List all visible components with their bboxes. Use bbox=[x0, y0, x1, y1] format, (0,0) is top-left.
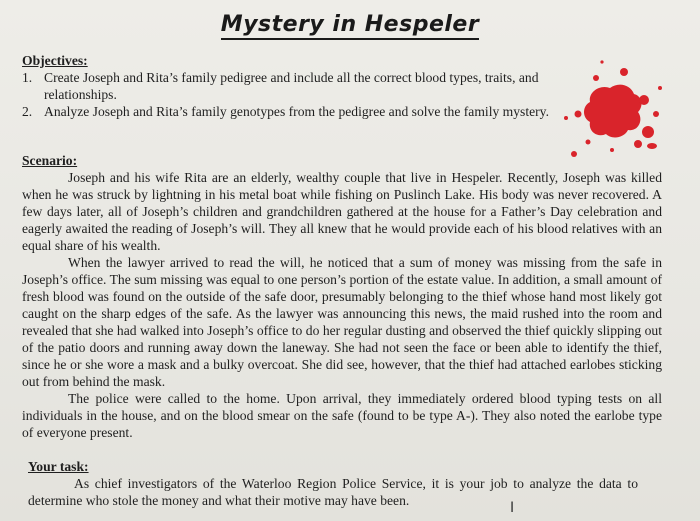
objectives-heading: Objectives: bbox=[22, 53, 88, 68]
task-paragraph: As chief investigators of the Waterloo Region Police Service, it is your job to analyze the data to determine who stole the money and what their motive may have been. bbox=[28, 476, 638, 508]
task-heading: Your task: bbox=[28, 459, 89, 474]
objective-number: 2. bbox=[22, 104, 33, 119]
task-section bbox=[28, 458, 638, 509]
scenario-heading: Scenario: bbox=[22, 153, 78, 168]
objective-text: Create Joseph and Rita’s family pedigree and include all the correct blood types, traits, and relationships. bbox=[44, 70, 539, 102]
objective-item-1 bbox=[22, 69, 562, 103]
objective-text: Analyze Joseph and Rita’s family genotypes from the pedigree and solve the family mystery. bbox=[44, 104, 549, 119]
objectives-section bbox=[22, 52, 562, 120]
page-title bbox=[0, 12, 700, 37]
objective-item-2 bbox=[22, 103, 562, 120]
scenario-paragraph-1: Joseph and his wife Rita are an elderly, wealthy couple that live in Hespeler. Recently, Joseph was killed when he was struck by lightning in his metal boat while fishing on Puslinch Lake. His body was never recovered. A few days later, all of Joseph’s children and grandchildren gathered at the house for a Father’s Day celebration and eagerly awaited the reading of Joseph’s will. They all knew that he would provide each of his blood relatives with an equal share of his wealth. bbox=[22, 170, 662, 253]
title-text: Mystery in Hespeler bbox=[221, 12, 479, 40]
text-cursor-icon: I bbox=[510, 500, 515, 516]
scenario-paragraph-2: When the lawyer arrived to read the will, he noticed that a sum of money was missing from the safe in Joseph’s office. The sum missing was equal to one person’s portion of the estate value. In addition, a small amount of fresh blood was found on the outside of the safe door, presumably belonging to the thief whose hand most likely got caught on the sharp edges of the safe. As the lawyer was announcing this news, the maid rushed into the room and revealed that she had walked into Joseph’s office to do her regular dusting and observed the thief quickly slipping out of the patio doors and running away down the laneway. She had not seen the face or been able to identify the thief, since he or she wore a mask and a bulky overcoat. She did see, however, that the thief had attached earlobes sticking out from behind the mask. bbox=[22, 255, 662, 389]
scenario-section bbox=[22, 152, 662, 441]
scenario-paragraph-3: The police were called to the home. Upon arrival, they immediately ordered blood typing tests on all individuals in the house, and on the blood smear on the safe (found to be type A-). They also noted the earlobe type of everyone present. bbox=[22, 391, 662, 440]
objective-number: 1. bbox=[22, 70, 33, 85]
